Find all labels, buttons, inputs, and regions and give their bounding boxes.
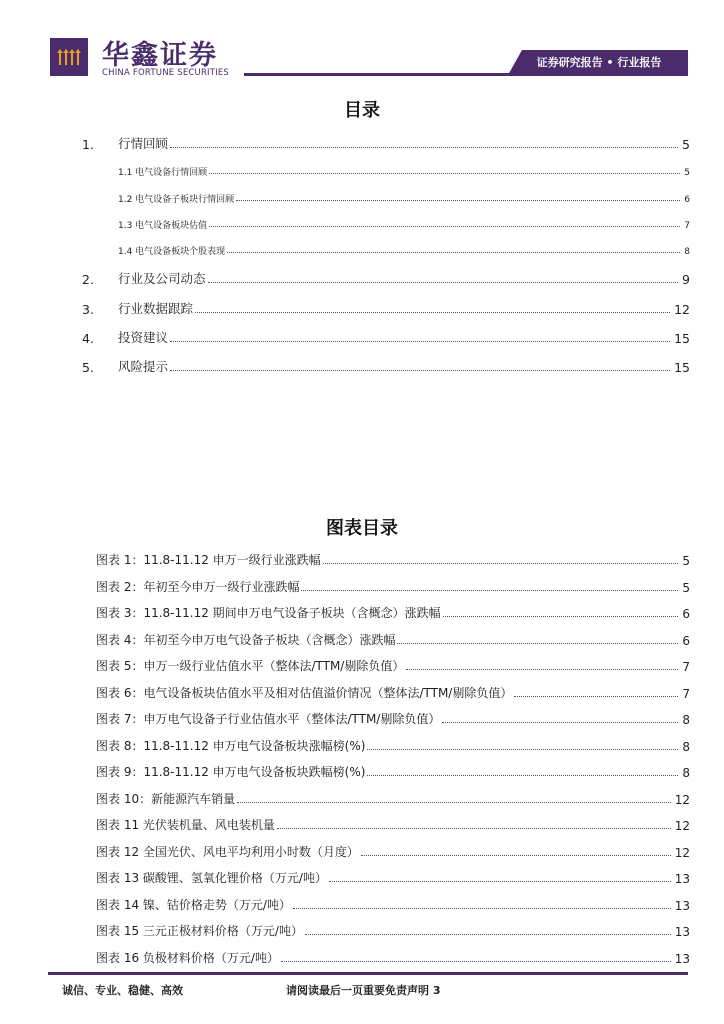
toc-entry-label: 1.1 电气设备行情回顾 — [118, 168, 208, 178]
toc-entry[interactable] — [82, 299, 690, 317]
brand-name-cn: 华鑫证券 — [102, 40, 218, 71]
dot-leader — [170, 147, 678, 148]
figure-entry-page: 13 — [674, 898, 690, 913]
dot-leader — [367, 775, 678, 776]
figure-entry-page: 12 — [674, 845, 690, 860]
figure-entry-page: 13 — [674, 951, 690, 966]
toc-entry-page: 8 — [684, 247, 690, 257]
figure-entry-label: 图表 8：11.8-11.12 申万电气设备板块涨幅榜(%) — [96, 738, 366, 753]
dot-leader — [281, 961, 671, 962]
figure-entry-page: 7 — [682, 686, 690, 701]
figure-entry-page: 6 — [682, 607, 690, 621]
figure-entry[interactable] — [96, 709, 690, 727]
toc-entry-label: 风险提示 — [118, 359, 169, 374]
dot-leader — [329, 881, 671, 882]
dot-leader — [443, 616, 679, 617]
brand-name-en: CHINA FORTUNE SECURITIES — [102, 68, 230, 78]
toc-entry-number: 3. — [82, 302, 94, 317]
figure-entry-label: 图表 16 负极材料价格（万元/吨） — [96, 950, 279, 965]
figure-entry-page: 8 — [682, 713, 690, 727]
figure-entry-label: 图表 14 镍、钴价格走势（万元/吨） — [96, 897, 291, 912]
toc-subentry[interactable] — [118, 217, 690, 231]
dot-leader — [323, 563, 679, 564]
dot-leader — [227, 252, 680, 253]
dot-leader — [442, 722, 678, 723]
dot-leader — [301, 590, 678, 591]
toc-entry-number: 5. — [82, 360, 94, 375]
dot-leader — [237, 802, 671, 803]
toc-title: 目录 — [344, 100, 380, 121]
figure-entry[interactable] — [96, 868, 690, 886]
figure-entry[interactable] — [96, 842, 690, 860]
figure-entry-label: 图表 5：申万一级行业估值水平（整体法/TTM/剔除负值） — [96, 659, 405, 673]
figure-entry-label: 图表 11 光伏装机量、风电装机量 — [96, 818, 275, 832]
figure-entry-label: 图表 9：11.8-11.12 申万电气设备板块跌幅榜(%) — [96, 765, 366, 779]
toc-entry-label: 1.3 电气设备板块估值 — [118, 221, 208, 231]
toc-entry-label: 行情回顾 — [118, 136, 169, 151]
figure-entry-page: 7 — [682, 660, 690, 674]
figure-entry-label: 图表 13 碳酸锂、氢氧化锂价格（万元/吨） — [96, 871, 327, 885]
figure-entry-page: 13 — [674, 925, 690, 939]
figure-entry[interactable] — [96, 603, 690, 621]
figure-entry-page: 5 — [682, 554, 690, 568]
toc-entry-page: 6 — [684, 195, 690, 205]
figure-entry[interactable] — [96, 577, 690, 595]
footer-motto: 诚信、专业、稳健、高效 — [62, 984, 183, 997]
figure-entry[interactable] — [96, 656, 690, 674]
toc-entry-page: 5 — [684, 168, 690, 178]
dot-leader — [170, 370, 670, 371]
toc-entry-number: 4. — [82, 331, 94, 346]
dot-leader — [236, 200, 680, 201]
figure-entry-page: 13 — [674, 872, 690, 886]
toc-entry-label: 行业及公司动态 — [118, 271, 206, 286]
dot-leader — [514, 696, 678, 697]
figure-entry[interactable] — [96, 762, 690, 780]
figure-entry-label: 图表 4：年初至今申万电气设备子板块（含概念）涨跌幅 — [96, 632, 396, 647]
toc-entry-page: 15 — [674, 331, 690, 346]
figure-entry-label: 图表 2：年初至今申万一级行业涨跌幅 — [96, 579, 300, 594]
figure-entry[interactable] — [96, 789, 690, 807]
figure-entry[interactable] — [96, 630, 690, 648]
figure-entry-page: 8 — [682, 739, 690, 754]
figure-entry-label: 图表 3：11.8-11.12 期间申万电气设备子板块（含概念）涨跌幅 — [96, 606, 441, 620]
toc-entry[interactable] — [82, 269, 690, 287]
figure-entry-page: 6 — [682, 633, 690, 648]
figure-entry-label: 图表 6：电气设备板块估值水平及相对估值溢价情况（整体法/TTM/剔除负值） — [96, 685, 513, 700]
toc-entry-page: 15 — [674, 360, 690, 375]
dot-leader — [209, 226, 680, 227]
dot-leader — [195, 312, 670, 313]
figure-entry-label: 图表 10：新能源汽车销量 — [96, 791, 236, 806]
figure-entry[interactable] — [96, 815, 690, 833]
figure-entry[interactable] — [96, 550, 690, 568]
dot-leader — [406, 669, 678, 670]
dot-leader — [397, 643, 678, 644]
figures-title: 图表目录 — [326, 518, 398, 539]
figure-entry-page: 5 — [682, 580, 690, 595]
toc-entry-label: 1.2 电气设备子板块行情回顾 — [118, 195, 235, 205]
figure-entry[interactable] — [96, 921, 690, 939]
figure-entry[interactable] — [96, 948, 690, 966]
figure-entry-page: 8 — [682, 766, 690, 780]
figure-entry-label: 图表 7：申万电气设备子行业估值水平（整体法/TTM/剔除负值） — [96, 712, 441, 726]
toc-entry[interactable] — [82, 328, 690, 346]
toc-entry-page: 7 — [684, 221, 690, 231]
dot-leader — [209, 173, 680, 174]
toc-subentry[interactable] — [118, 191, 690, 205]
figure-entry-page: 12 — [674, 819, 690, 833]
dot-leader — [361, 855, 671, 856]
dot-leader — [293, 908, 671, 909]
toc-entry-label: 1.4 电气设备板块个股表现 — [118, 247, 226, 257]
figure-entry-label: 图表 12 全国光伏、风电平均利用小时数（月度） — [96, 844, 359, 859]
company-logo — [50, 38, 88, 76]
toc-entry-label: 行业数据跟踪 — [118, 301, 194, 316]
toc-entry-number: 2. — [82, 272, 94, 287]
toc-entry[interactable] — [82, 357, 690, 375]
dot-leader — [208, 282, 679, 283]
toc-entry-page: 5 — [682, 137, 690, 152]
toc-entry-number: 1. — [82, 137, 94, 152]
figure-entry-label: 图表 1：11.8-11.12 申万一级行业涨跌幅 — [96, 553, 321, 567]
figure-entry-label: 图表 15 三元正极材料价格（万元/吨） — [96, 924, 303, 938]
footer-disclaimer-note: 请阅读最后一页重要免责声明 3 — [286, 984, 441, 997]
toc-subentry[interactable] — [118, 243, 690, 257]
dot-leader — [170, 341, 670, 342]
figure-entry[interactable] — [96, 895, 690, 913]
dot-leader — [305, 934, 671, 935]
toc-entry-page: 12 — [674, 302, 690, 317]
report-type-label: 证券研究报告 • 行业报告 — [536, 56, 662, 69]
footer-rule — [48, 972, 688, 975]
toc-entry-page: 9 — [682, 272, 690, 287]
toc-entry[interactable] — [82, 134, 690, 152]
figure-entry-page: 12 — [674, 792, 690, 807]
dot-leader — [277, 828, 671, 829]
toc-subentry[interactable] — [118, 164, 690, 178]
figure-entry[interactable] — [96, 736, 690, 754]
dot-leader — [367, 749, 678, 750]
figure-entry[interactable] — [96, 683, 690, 701]
toc-entry-label: 投资建议 — [118, 330, 169, 345]
